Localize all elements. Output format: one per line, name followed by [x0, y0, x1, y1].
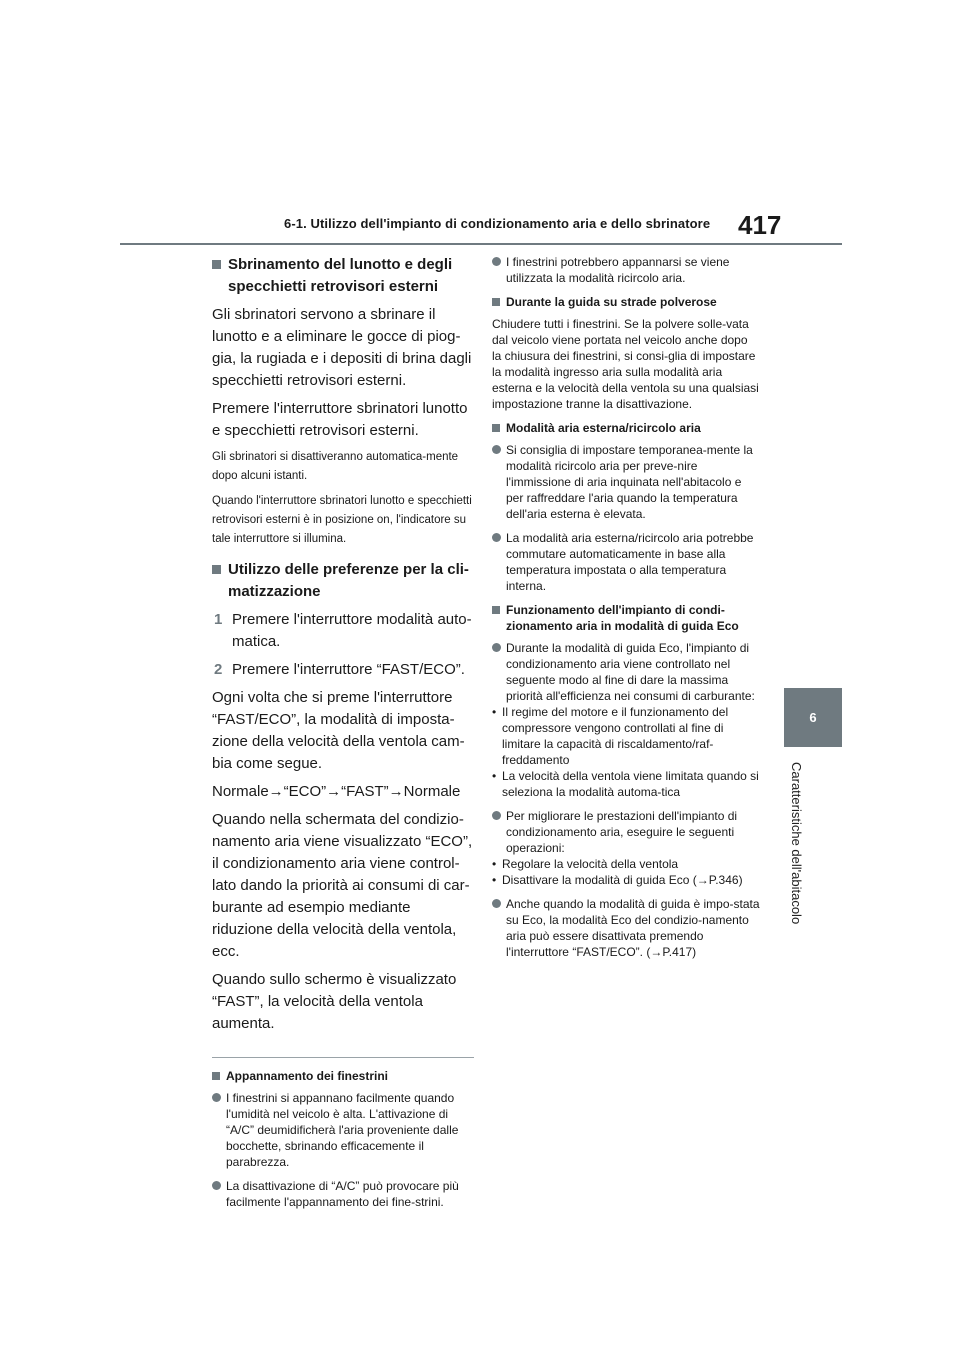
heading-line: matizzazione [228, 583, 321, 600]
bullet-item [492, 808, 760, 856]
subheading-eco-mode: Funzionamento dell'impianto di condi-zionamento aria in modalità di guida Eco [492, 602, 760, 634]
sub-list [492, 704, 760, 800]
chapter-label: Caratteristiche dell'abitacolo [789, 761, 804, 925]
sub-list [492, 856, 760, 888]
step-number: 1 [214, 611, 223, 628]
subheading-dusty-roads: Durante la guida su strade polverose [492, 294, 760, 310]
bullet-item: La disattivazione di “A/C” può provocare più facilmente l'appannamento dei fine-strini. [212, 1178, 474, 1210]
bullet-item: I finestrini si appannano facilmente quando l'umidità nel veicolo è alta. L'attivazione di “A/C” deumidificherà l'aria proveniente dalle bocchette, sbrinando efficacemente il parabrezza. [212, 1090, 474, 1170]
bullet-item: Anche quando la modalità di guida è impo-stata su Eco, la modalità Eco del condizio-namento aria può essere disattivata premendo l'interruttore “FAST/ECO”. (→P.417) [492, 896, 760, 960]
sub-bullet: • La velocità della ventola viene limitata quando si seleziona la modalità automa-tica [492, 768, 760, 800]
page-number: 417 [738, 210, 782, 240]
bullet-text: Per migliorare le prestazioni dell'impianto di condizionamento aria, eseguire le seguenti operazioni: [506, 809, 738, 855]
chapter-tab[interactable] [784, 688, 842, 747]
paragraph: Premere l'interruttore sbrinatori lunotto e specchietti retrovisori esterni. [212, 400, 468, 439]
paragraph: Ogni volta che si preme l'interruttore “FAST/ECO”, la modalità di imposta-zione della velocità della ventola cam-bia come segue. [212, 689, 465, 772]
heading-line: Sbrinamento del lunotto e degli [228, 256, 453, 273]
sub-bullet: • Il regime del motore e il funzionamento del compressore vengono controllati al fine di limitare la capacità di riscaldamento/raf-freddamento [492, 704, 760, 768]
bullet-item: La modalità aria esterna/ricircolo aria potrebbe commutare automaticamente in base alla temperatura impostata o alla temperatura interna. [492, 530, 760, 594]
heading-rear-window-defogger [212, 254, 474, 298]
step-item [212, 659, 474, 681]
paragraph: Gli sbrinatori servono a sbrinare il lunotto e a eliminare le gocce di piog-gia, la rugiada e i depositi di brina dagli specchietti retrovisori esterni. [212, 306, 472, 389]
subheading-recirculation: Modalità aria esterna/ricircolo aria [492, 420, 760, 436]
bullet-item: Si consiglia di impostare temporanea-mente la modalità ricircolo aria per preve-nire l'immissione di aria inquinata nell'abitacolo e per raffreddare l'aria quando la temperatura dell'aria esterna è elevata. [492, 442, 760, 522]
bullet-text: Durante la modalità di guida Eco, l'impianto di condizionamento aria viene controllato nel seguente modo al fine di dare la massima priorità all'efficienza nei consumi di carburante: [506, 641, 755, 703]
paragraph: Quando sullo schermo è visualizzato “FAST”, la velocità della ventola aumenta. [212, 971, 457, 1032]
chapter-number: 6 [809, 710, 817, 725]
step-number: 2 [214, 661, 223, 678]
note: Gli sbrinatori si disattiveranno automatica-mente dopo alcuni istanti. [212, 451, 459, 482]
mode-cycle: Normale→“ECO”→“FAST”→Normale [212, 783, 461, 800]
heading-line: specchietti retrovisori esterni [228, 278, 439, 295]
bullet-item [492, 640, 760, 704]
bullet-item: I finestrini potrebbero appannarsi se viene utilizzata la modalità ricircolo aria. [492, 254, 760, 286]
paragraph: Quando nella schermata del condizio-namento aria viene visualizzato “ECO”, il condizionamento aria viene control-lato dando la priorità ai consumi di car-burante ad esempio mediante riduzione della velocità della ventola, ecc. [212, 811, 473, 960]
left-column [212, 254, 474, 1218]
section-title: 6-1. Utilizzo dell'impianto di condizionamento aria e dello sbrinatore [284, 216, 711, 231]
step-text: Premere l'interruttore “FAST/ECO”. [232, 661, 465, 678]
sub-bullet: • Disattivare la modalità di guida Eco (→P.346) [492, 872, 760, 888]
paragraph: Chiudere tutti i finestrini. Se la polvere solle-vata dal veicolo viene portata nel veicolo anche dopo la chiusura dei finestrini, si consi-glia di impostare la modalità ingresso aria sulla modalità aria esterna e la velocità della ventola su una qualsiasi impostazione tranne la disattivazione. [492, 317, 759, 411]
header-divider [120, 243, 842, 245]
sub-bullet: • Regolare la velocità della ventola [492, 856, 760, 872]
right-column [492, 254, 760, 968]
section-divider [212, 1057, 474, 1058]
step-text: Premere l'interruttore modalità auto-matica. [232, 611, 472, 650]
heading-line: Utilizzo delle preferenze per la cli- [228, 561, 469, 578]
heading-climate-preferences [212, 559, 474, 603]
subheading-fogging: Appannamento dei finestrini [212, 1068, 474, 1084]
note: Quando l'interruttore sbrinatori lunotto e specchietti retrovisori esterni è in posizione on, l'indicatore su tale interruttore si illumina. [212, 495, 472, 545]
step-item [212, 609, 474, 653]
